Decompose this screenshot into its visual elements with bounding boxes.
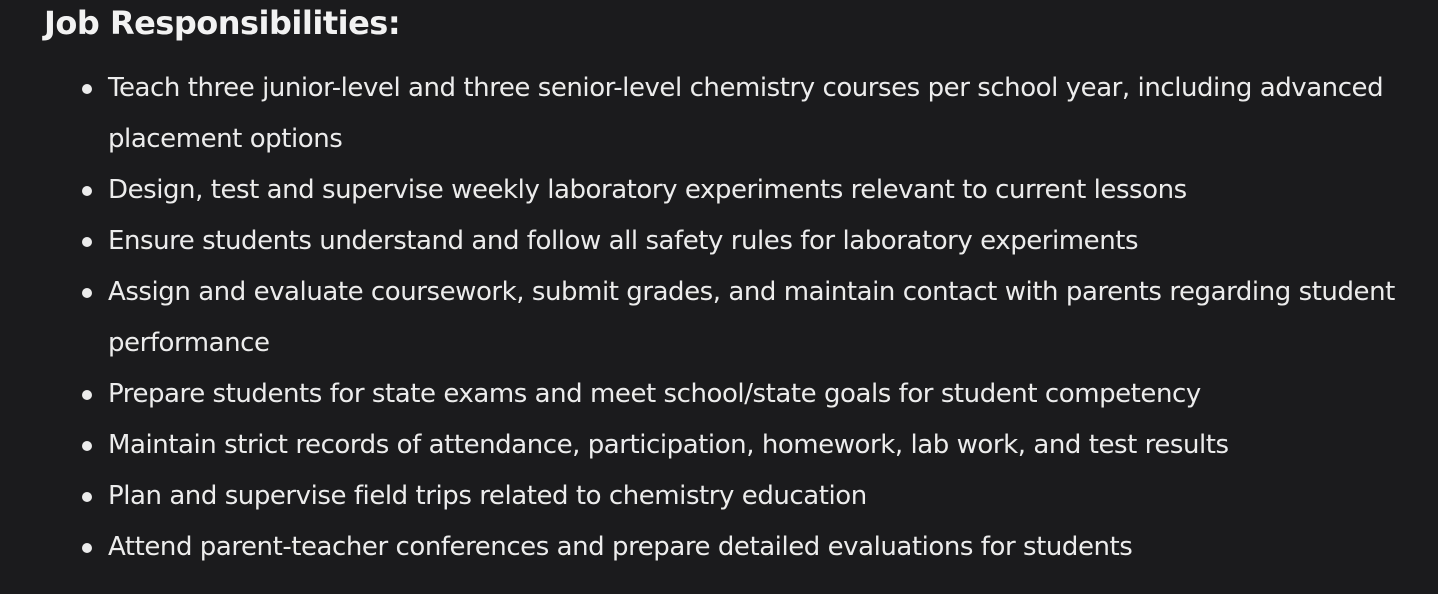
list-item bbox=[44, 165, 1438, 216]
list-item bbox=[44, 420, 1438, 471]
bullet-icon bbox=[82, 390, 92, 400]
list-item-text: Attend parent-teacher conferences and prepare detailed evaluations for students bbox=[108, 532, 1133, 562]
bullet-icon bbox=[82, 237, 92, 247]
section-heading: Job Responsibilities: bbox=[44, 4, 401, 42]
bullet-icon bbox=[82, 543, 92, 553]
bullet-icon bbox=[82, 441, 92, 451]
list-item-text: Design, test and supervise weekly laboratory experiments relevant to current lessons bbox=[108, 175, 1187, 205]
list-item-text: Ensure students understand and follow all safety rules for laboratory experiments bbox=[108, 226, 1139, 256]
list-item bbox=[44, 216, 1438, 267]
list-item-text: Teach three junior-level and three senior-level chemistry courses per school year, including advanced placement options bbox=[108, 73, 1384, 154]
responsibilities-list bbox=[44, 63, 1438, 573]
list-item bbox=[44, 522, 1438, 573]
list-item-text: Plan and supervise field trips related to chemistry education bbox=[108, 481, 867, 511]
bullet-icon bbox=[82, 288, 92, 298]
list-item-text: Prepare students for state exams and meet school/state goals for student competency bbox=[108, 379, 1201, 409]
list-item bbox=[44, 471, 1438, 522]
list-item bbox=[44, 267, 1438, 369]
bullet-icon bbox=[82, 186, 92, 196]
bullet-icon bbox=[82, 84, 92, 94]
list-item-text: Assign and evaluate coursework, submit grades, and maintain contact with parents regarding student performance bbox=[108, 277, 1395, 358]
bullet-icon bbox=[82, 492, 92, 502]
list-item-text: Maintain strict records of attendance, participation, homework, lab work, and test results bbox=[108, 430, 1229, 460]
list-item bbox=[44, 63, 1438, 165]
list-item bbox=[44, 369, 1438, 420]
